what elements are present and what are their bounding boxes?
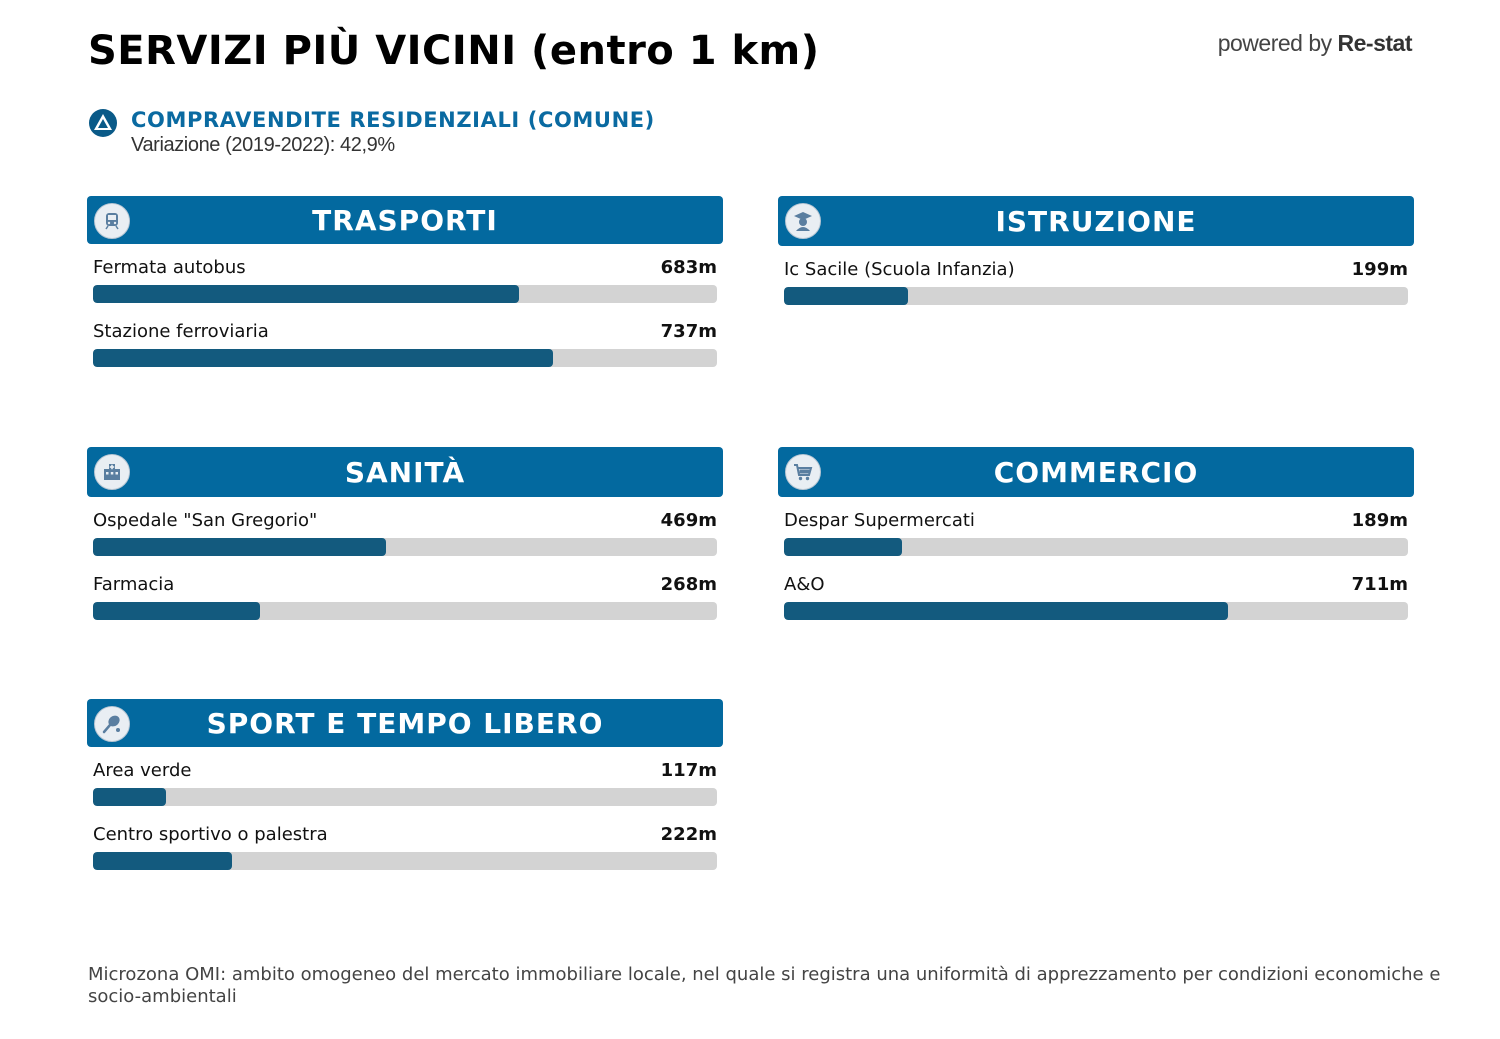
trend-title: COMPRAVENDITE RESIDENZIALI (COMUNE) bbox=[131, 108, 655, 132]
powered-prefix: powered by bbox=[1217, 30, 1338, 56]
bar-track bbox=[93, 349, 717, 367]
card-sanita bbox=[87, 447, 723, 625]
item-distance: 683m bbox=[660, 257, 717, 278]
triangle-up-icon bbox=[88, 108, 118, 138]
tennis-racket-icon bbox=[94, 706, 130, 742]
bar-track bbox=[93, 538, 717, 556]
service-item bbox=[784, 561, 1408, 625]
service-item bbox=[93, 747, 717, 811]
item-label: Ic Sacile (Scuola Infanzia) bbox=[784, 259, 1015, 280]
item-label: Stazione ferroviaria bbox=[93, 321, 269, 342]
bar-fill bbox=[784, 287, 908, 305]
footnote: Microzona OMI: ambito omogeneo del mercato immobiliare locale, nel quale si registra una uniformità di apprezzamento per condizioni economiche e socio-ambientali bbox=[88, 964, 1441, 1007]
item-distance: 737m bbox=[660, 321, 717, 342]
item-label: Fermata autobus bbox=[93, 257, 246, 278]
bar-fill bbox=[93, 788, 166, 806]
item-label: Ospedale "San Gregorio" bbox=[93, 510, 318, 531]
card-sport bbox=[87, 699, 723, 875]
bar-track bbox=[93, 788, 717, 806]
item-label: Centro sportivo o palestra bbox=[93, 824, 328, 845]
item-distance: 469m bbox=[660, 510, 717, 531]
trend-subtitle: Variazione (2019-2022): 42,9% bbox=[131, 134, 395, 156]
item-list bbox=[778, 497, 1414, 625]
card-header bbox=[778, 447, 1414, 497]
item-label: Area verde bbox=[93, 760, 192, 781]
service-item bbox=[93, 811, 717, 875]
hospital-icon bbox=[94, 454, 130, 490]
card-commercio bbox=[778, 447, 1414, 625]
bar-fill bbox=[93, 538, 386, 556]
powered-by bbox=[1218, 30, 1412, 57]
item-list bbox=[778, 246, 1414, 310]
item-label: Farmacia bbox=[93, 574, 175, 595]
bar-track bbox=[93, 602, 717, 620]
card-title: SANITÀ bbox=[344, 455, 466, 489]
service-item bbox=[784, 497, 1408, 561]
item-distance: 711m bbox=[1351, 574, 1408, 595]
card-title: SPORT E TEMPO LIBERO bbox=[206, 706, 604, 740]
card-header bbox=[87, 196, 723, 244]
item-label: Despar Supermercati bbox=[784, 510, 975, 531]
item-list bbox=[87, 497, 723, 625]
bar-track bbox=[784, 602, 1408, 620]
train-icon bbox=[94, 203, 130, 239]
card-header bbox=[87, 699, 723, 747]
bar-track bbox=[93, 285, 717, 303]
card-trasporti bbox=[87, 196, 723, 372]
service-item bbox=[93, 308, 717, 372]
card-title: ISTRUZIONE bbox=[995, 204, 1197, 238]
card-title: TRASPORTI bbox=[312, 203, 498, 237]
bar-track bbox=[93, 852, 717, 870]
item-distance: 268m bbox=[660, 574, 717, 595]
service-item bbox=[93, 244, 717, 308]
bar-track bbox=[784, 287, 1408, 305]
item-list bbox=[87, 244, 723, 372]
bar-fill bbox=[93, 349, 553, 367]
card-header bbox=[87, 447, 723, 497]
card-title: COMMERCIO bbox=[993, 455, 1199, 489]
item-label: A&O bbox=[784, 574, 825, 595]
service-item bbox=[784, 246, 1408, 310]
card-istruzione bbox=[778, 196, 1414, 310]
page-title: SERVIZI PIÙ VICINI (entro 1 km) bbox=[88, 28, 820, 74]
student-icon bbox=[785, 203, 821, 239]
bar-fill bbox=[93, 285, 519, 303]
card-header bbox=[778, 196, 1414, 246]
bar-fill bbox=[784, 602, 1228, 620]
bar-fill bbox=[784, 538, 902, 556]
bar-fill bbox=[93, 852, 232, 870]
item-distance: 222m bbox=[660, 824, 717, 845]
cart-icon bbox=[785, 454, 821, 490]
powered-brand: Re-stat bbox=[1337, 30, 1412, 56]
service-item bbox=[93, 561, 717, 625]
bar-fill bbox=[93, 602, 260, 620]
item-distance: 199m bbox=[1351, 259, 1408, 280]
item-distance: 189m bbox=[1351, 510, 1408, 531]
item-list bbox=[87, 747, 723, 875]
bar-track bbox=[784, 538, 1408, 556]
item-distance: 117m bbox=[660, 760, 717, 781]
service-item bbox=[93, 497, 717, 561]
